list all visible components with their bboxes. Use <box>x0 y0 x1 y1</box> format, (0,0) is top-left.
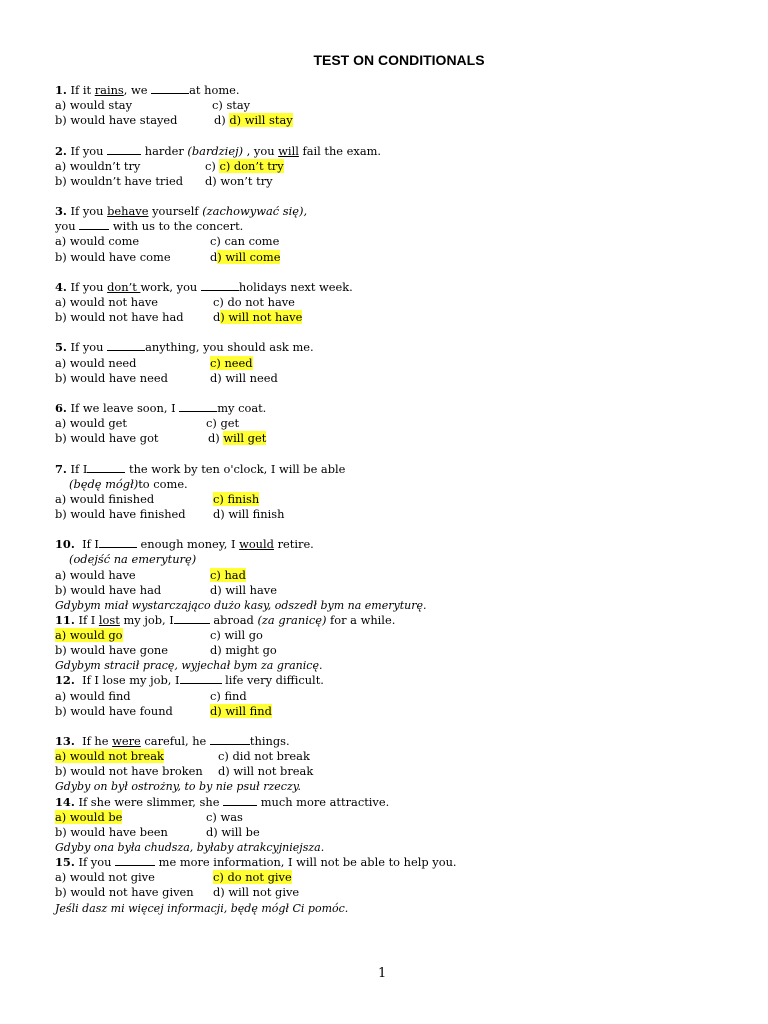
option-a[interactable]: a) would come <box>55 234 140 249</box>
question-text: work, you <box>140 279 201 294</box>
polish-translation: Gdybym miał wystarczająco dużo kasy, odszedł bym na emeryturę. <box>55 598 427 612</box>
question-text: my coat. <box>217 400 267 415</box>
question-text: the work by ten o'clock, I will be able <box>125 461 346 476</box>
options-row <box>55 825 735 840</box>
answer-blank <box>79 219 109 230</box>
question-text: holidays next week. <box>238 279 353 294</box>
question-text: much more attractive. <box>257 794 390 809</box>
highlighted-answer: c) need <box>210 355 253 370</box>
highlighted-answer: d) will find <box>210 703 272 718</box>
option-b[interactable]: b) wouldn’t have tried <box>55 173 184 188</box>
question-1 <box>55 83 735 98</box>
option-b[interactable]: b) would not have had <box>55 310 184 325</box>
option-a[interactable]: a) would finished <box>55 491 155 506</box>
question-10 <box>55 537 735 552</box>
question-text: careful, he <box>140 734 210 749</box>
answer-blank <box>115 855 155 866</box>
options-row <box>55 643 735 658</box>
polish-gloss: (odejść na emeryturę) <box>69 552 197 567</box>
question-number: 3. <box>55 204 67 219</box>
highlighted-answer: ) will not have <box>220 310 303 325</box>
options-row <box>55 628 735 643</box>
option-d[interactable] <box>210 704 272 719</box>
question-3 <box>55 204 735 219</box>
options-row <box>55 356 735 371</box>
option-a[interactable]: a) wouldn’t try <box>55 158 141 173</box>
option-b[interactable]: b) would have gone <box>55 643 169 658</box>
answer-blank <box>180 673 222 684</box>
question-text: yourself <box>148 204 203 219</box>
question-text: If I <box>66 461 88 476</box>
option-a[interactable]: a) would find <box>55 688 131 703</box>
answer-blank <box>179 401 217 412</box>
question-number: 2. <box>55 143 67 158</box>
question-5 <box>55 340 735 355</box>
option-c[interactable]: c) do not have <box>213 294 295 309</box>
option-b[interactable]: b) would have found <box>55 703 173 718</box>
options-row <box>55 250 735 265</box>
question-number: 13. <box>55 734 75 749</box>
option-letter: d <box>210 249 218 264</box>
answer-blank <box>223 795 257 806</box>
options-row <box>55 234 735 249</box>
polish-gloss: (zachowywać się), <box>202 204 308 219</box>
question-text: with us to the concert. <box>109 219 244 234</box>
options-row <box>55 98 735 113</box>
options-row <box>55 371 735 386</box>
question-text: harder <box>141 143 188 158</box>
options-row <box>55 583 735 598</box>
underlined-word: rains <box>94 83 124 97</box>
polish-gloss: (bardziej) <box>187 143 244 158</box>
question-text: If we leave soon, I <box>66 400 180 415</box>
option-d[interactable] <box>213 310 302 325</box>
option-a[interactable]: a) would not break <box>55 749 164 764</box>
option-d[interactable]: d) will not break <box>218 764 314 779</box>
option-d[interactable]: d) d) will stay <box>214 113 293 128</box>
question-15 <box>55 855 735 870</box>
question-text: If she were slimmer, she <box>74 794 224 809</box>
question-text: If he <box>74 734 113 749</box>
question-text: me more information, I will not be able to help you. <box>155 855 457 870</box>
underlined-word: will <box>278 143 299 158</box>
options-row <box>55 492 735 507</box>
question-number: 11. <box>55 612 75 627</box>
option-letter: d <box>213 310 221 325</box>
option-d[interactable]: d) will have <box>210 582 277 597</box>
option-c[interactable]: c) find <box>210 688 247 703</box>
question-3-continued <box>55 219 735 234</box>
option-d[interactable]: d) will not give <box>213 885 300 900</box>
polish-translation: Gdyby ona była chudsza, byłaby atrakcyjniejsza. <box>55 841 325 855</box>
question-text: , we <box>123 83 152 97</box>
option-a[interactable]: a) would not give <box>55 870 155 885</box>
option-d[interactable]: d) will finish <box>213 506 285 521</box>
question-text: enough money, I <box>136 537 240 552</box>
question-text: at home. <box>189 83 240 97</box>
option-c[interactable]: c) was <box>206 809 243 824</box>
polish-translation: Jeśli dasz mi więcej informacji, będę mógł Ci pomóc. <box>55 901 349 915</box>
option-b[interactable]: b) would have got <box>55 431 159 446</box>
question-7 <box>55 462 735 477</box>
question-7-continued <box>55 477 735 492</box>
options-row <box>55 870 735 885</box>
options-row <box>55 810 735 825</box>
question-text: things. <box>249 734 290 749</box>
option-b[interactable]: b) would not have given <box>55 885 194 900</box>
answer-blank <box>174 613 210 624</box>
answer-blank <box>201 280 239 291</box>
question-text: retire. <box>273 537 314 552</box>
option-b[interactable]: b) would have need <box>55 370 168 385</box>
option-c[interactable] <box>210 356 253 371</box>
option-a[interactable]: a) would be <box>55 809 123 824</box>
question-number: 1. <box>55 83 67 97</box>
option-d[interactable]: d) might go <box>210 643 277 658</box>
question-text: , you <box>243 143 279 158</box>
underlined-word: were <box>112 734 141 749</box>
question-text: you <box>55 219 80 234</box>
options-row <box>55 416 735 431</box>
question-text: If you <box>66 204 108 219</box>
answer-blank <box>107 340 145 351</box>
polish-gloss: (będę mógł) <box>69 476 139 491</box>
option-d[interactable]: d) will be <box>206 824 260 839</box>
underlined-word: don’t <box>107 279 141 294</box>
underlined-word: would <box>239 537 274 552</box>
question-2 <box>55 144 735 159</box>
question-10-gloss <box>55 552 735 567</box>
answer-blank <box>210 734 250 745</box>
question-text: to come. <box>138 476 188 491</box>
polish-translation: Gdyby on był ostrożny, to by nie psuł rzeczy. <box>55 780 302 794</box>
question-14 <box>55 795 735 810</box>
test-body <box>55 83 735 916</box>
question-text: If you <box>74 855 116 870</box>
question-number: 10. <box>55 537 75 552</box>
options-row <box>55 159 735 174</box>
options-row <box>55 507 735 522</box>
question-number: 12. <box>55 673 75 688</box>
question-number: 5. <box>55 340 67 355</box>
page-title: TEST ON CONDITIONALS <box>313 52 485 68</box>
highlighted-answer: c) do not give <box>213 870 292 885</box>
option-b[interactable]: b) would have come <box>55 249 171 264</box>
answer-blank <box>87 462 125 473</box>
question-text: If I <box>74 612 99 627</box>
polish-gloss: (za granicę) <box>257 612 327 627</box>
option-b[interactable]: b) would have had <box>55 582 162 597</box>
question-text: If I lose my job, I <box>74 673 180 688</box>
option-c[interactable]: c) c) don’t try <box>205 158 284 173</box>
options-row <box>55 113 735 128</box>
question-text: If you <box>66 340 108 355</box>
question-13 <box>55 734 735 749</box>
question-text: fail the exam. <box>298 143 382 158</box>
option-d[interactable] <box>208 431 266 446</box>
option-b[interactable]: b) would have finished <box>55 506 186 521</box>
option-c[interactable]: c) will go <box>210 628 263 643</box>
question-11 <box>55 613 735 628</box>
option-a[interactable]: a) would not have <box>55 294 159 309</box>
question-text: If you <box>66 279 108 294</box>
option-b[interactable]: b) would have been <box>55 824 168 839</box>
highlighted-answer: ) will come <box>217 249 281 264</box>
options-row <box>55 885 735 900</box>
question-6 <box>55 401 735 416</box>
highlighted-answer: d) will stay <box>229 113 293 128</box>
question-text: If it <box>66 83 95 97</box>
question-number: 6. <box>55 400 67 415</box>
answer-blank <box>107 144 141 155</box>
highlighted-answer: will get <box>223 431 267 446</box>
options-row <box>55 174 735 189</box>
underlined-word: lost <box>98 612 120 627</box>
options-row <box>55 295 735 310</box>
page-number: 1 <box>378 966 387 981</box>
question-text: my job, I <box>119 612 174 627</box>
option-b[interactable]: b) would have stayed <box>55 113 178 128</box>
options-row <box>55 689 735 704</box>
question-number: 14. <box>55 794 75 809</box>
question-text: life very difficult. <box>221 673 324 688</box>
question-text: for a while. <box>326 612 396 627</box>
option-d[interactable]: d) won’t try <box>205 173 273 188</box>
question-text: anything, you should ask me. <box>145 340 314 355</box>
question-text: abroad <box>209 612 258 627</box>
option-c[interactable]: c) stay <box>212 98 251 113</box>
options-row <box>55 704 735 719</box>
option-d[interactable]: d) will need <box>210 370 278 385</box>
question-text: If I <box>74 537 99 552</box>
options-row <box>55 310 735 325</box>
option-a[interactable]: a) would need <box>55 355 137 370</box>
option-letter: d) <box>208 431 224 446</box>
options-row <box>55 568 735 583</box>
question-number: 15. <box>55 855 75 870</box>
answer-blank <box>99 537 137 548</box>
option-a[interactable]: a) would get <box>55 416 127 431</box>
underlined-word: behave <box>107 204 149 219</box>
option-b[interactable]: b) would not have broken <box>55 764 203 779</box>
option-c[interactable] <box>210 568 246 583</box>
question-12 <box>55 673 735 688</box>
options-row <box>55 764 735 779</box>
option-a[interactable]: a) would have <box>55 567 136 582</box>
polish-translation: Gdybym stracił pracę, wyjechał bym za granicę. <box>55 659 323 673</box>
option-c[interactable] <box>213 870 292 885</box>
answer-blank <box>151 83 189 94</box>
option-c[interactable]: c) get <box>206 416 240 431</box>
question-text: If you <box>66 143 108 158</box>
option-c[interactable]: c) can come <box>210 234 280 249</box>
option-a[interactable]: a) would go <box>55 628 123 643</box>
question-4 <box>55 280 735 295</box>
highlighted-answer: c) don’t try <box>219 158 284 173</box>
options-row <box>55 749 735 764</box>
option-d[interactable] <box>210 250 280 265</box>
question-number: 7. <box>55 461 67 476</box>
option-c[interactable]: c) did not break <box>218 749 310 764</box>
option-a[interactable]: a) would stay <box>55 98 133 113</box>
question-number: 4. <box>55 279 67 294</box>
option-c[interactable] <box>213 492 259 507</box>
options-row <box>55 431 735 446</box>
highlighted-answer: c) finish <box>213 491 260 506</box>
highlighted-answer: c) had <box>210 567 246 582</box>
